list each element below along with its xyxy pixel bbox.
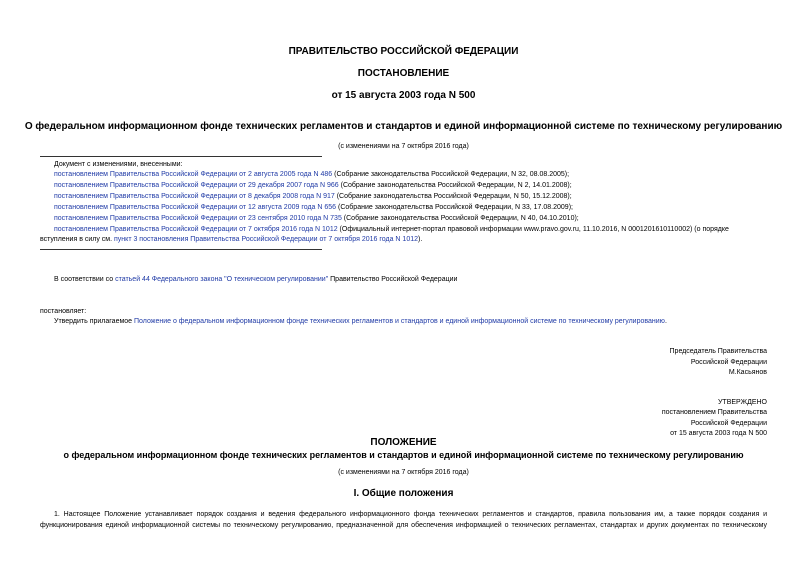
amendment-link[interactable]: постановлением Правительства Российской Федерации от 29 декабря 2007 года N 966 (54, 182, 339, 189)
preamble (54, 275, 457, 284)
approved-date: от 15 августа 2003 года N 500 (670, 430, 767, 437)
amendment-link[interactable]: постановлением Правительства Российской Федерации от 2 августа 2005 года N 486 (54, 171, 333, 178)
approve-text: Утвердить прилагаемое (54, 318, 135, 325)
amendment-text: вступления в силу см. (40, 236, 115, 243)
amendment-link[interactable]: постановлением Правительства Российской Федерации от 12 августа 2009 года N 656 (54, 204, 337, 211)
amendment-link[interactable]: пункт 3 постановления Правительства Российской Федерации от 7 октября 2016 года N 1012 (114, 236, 418, 243)
approve-paragraph (54, 317, 667, 326)
paragraph-text: функционирования единой информационной системы по техническому регулированию, предназначенной для обеспечения информацией о технических регламентах, стандартах и других документах по техническому (40, 522, 767, 529)
amendment-item-continued (40, 235, 422, 244)
amendment-source: (Собрание законодательства Российской Федерации, N 33, 17.08.2009); (336, 204, 573, 211)
amendments-intro: Документ с изменениями, внесенными: (54, 161, 183, 168)
regulation-heading: ПОЛОЖЕНИЕ (370, 437, 437, 448)
amendment-item (54, 170, 569, 179)
page-title: О федеральном информационном фонде технических регламентов и стандартов и единой информационной системе по техническому регулированию (24, 121, 783, 132)
amendment-link[interactable]: постановлением Правительства Российской Федерации от 23 сентября 2010 года N 735 (54, 215, 342, 222)
regulation-revision-note: (с изменениями на 7 октября 2016 года) (338, 469, 469, 476)
amendment-source: (Собрание законодательства Российской Федерации, N 50, 15.12.2008); (334, 193, 572, 200)
signature-title: Председатель Правительства (669, 348, 767, 355)
amendment-source: (Собрание законодательства Российской Федерации, N 40, 04.10.2010); (341, 215, 579, 222)
preamble-text: В соответствии со (54, 276, 116, 283)
amendment-item (54, 225, 729, 234)
amendment-item (54, 181, 572, 190)
approved-country: Российской Федерации (690, 420, 767, 427)
amendment-text: ). (418, 236, 423, 243)
signature-country: Российской Федерации (690, 359, 767, 366)
amendment-link[interactable]: постановлением Правительства Российской Федерации от 7 октября 2016 года N 1012 (54, 226, 338, 233)
government-name: ПРАВИТЕЛЬСТВО РОССИЙСКОЙ ФЕДЕРАЦИИ (288, 46, 519, 57)
amendment-source: (Официальный интернет-портал правовой информации www.pravo.gov.ru, 11.10.2016, N 0001201610110002) (о порядке (337, 226, 729, 233)
paragraph-line (40, 521, 767, 530)
amendment-link[interactable]: постановлением Правительства Российской Федерации от 8 декабря 2008 года N 917 (54, 193, 335, 200)
regulation-link[interactable]: Положение о федеральном информационном фонде технических регламентов и стандартов и единой информационной системе по техническому регулированию (134, 318, 665, 325)
doc-date: от 15 августа 2003 года N 500 (331, 90, 476, 101)
law-link[interactable]: статьей 44 Федерального закона "О техническом регулировании" (115, 276, 329, 283)
regulation-subheading: о федеральном информационном фонде технических регламентов и стандартов и единой информационной системе по техническому регулированию (63, 450, 744, 460)
preamble-text: Правительство Российской Федерации (328, 276, 458, 283)
revision-note: (с изменениями на 7 октября 2016 года) (338, 143, 469, 150)
doc-type: ПОСТАНОВЛЕНИЕ (357, 68, 450, 79)
section-heading: I. Общие положения (353, 488, 454, 499)
amendment-source: (Собрание законодательства Российской Федерации, N 32, 08.08.2005); (332, 171, 570, 178)
signature-name: М.Касьянов (728, 369, 767, 376)
divider-top (40, 156, 322, 157)
paragraph-text: 1. Настоящее Положение устанавливает порядок создания и ведения федерального информационного фонда технических регламентов и стандартов, правила пользования им, а также порядок создания и (54, 511, 767, 518)
paragraph-line (40, 510, 767, 519)
amendment-source: (Собрание законодательства Российской Федерации, N 2, 14.01.2008); (338, 182, 572, 189)
approved-by: постановлением Правительства (661, 409, 767, 416)
approved-label: УТВЕРЖДЕНО (717, 399, 767, 406)
resolves-text: постановляет: (40, 308, 87, 315)
amendment-item (54, 214, 579, 223)
amendment-item (54, 192, 572, 201)
amendment-item (54, 203, 573, 212)
approve-text: . (664, 318, 667, 325)
divider-bottom (40, 249, 322, 250)
